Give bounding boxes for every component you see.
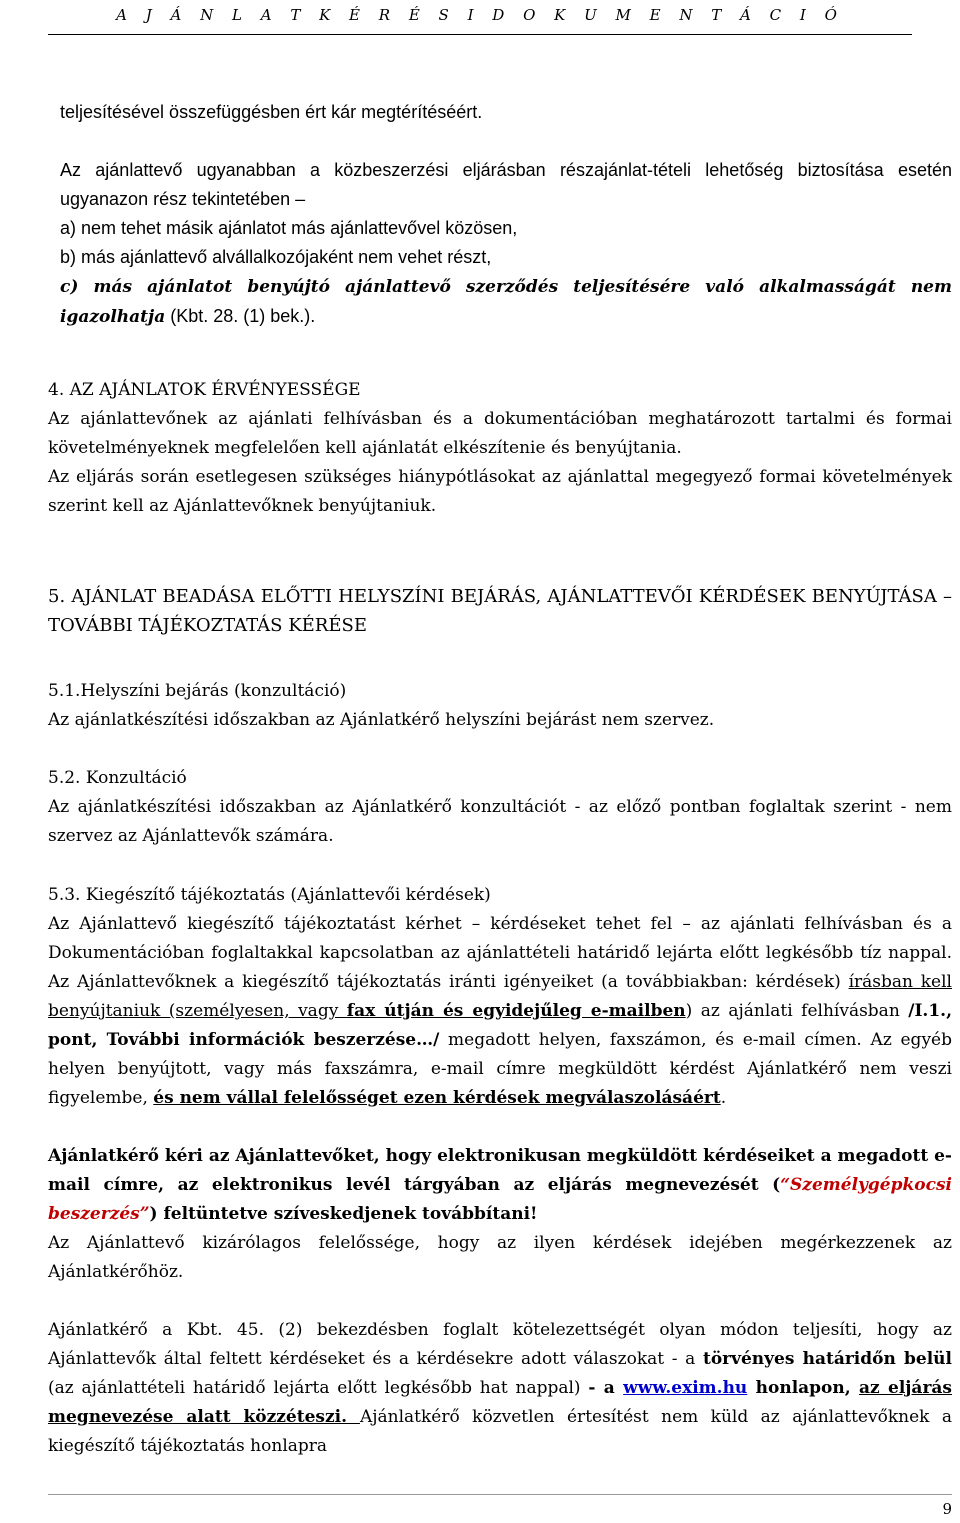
section-4-para-1: Az ajánlattevőnek az ajánlati felhívásban és a dokumentációban meghatározott tartalmi és formai követelményeknek megfelelően kell ajánlatát elkészítenie és benyújtania. [48,409,952,458]
section-5-3-para-3: Az Ajánlattevő kizárólagos felelőssége, hogy az ilyen kérdések idejében megérkezzenek az Ajánlatkérőhöz. [48,1233,952,1282]
section-5-3-para-2 [48,1142,952,1229]
item-c-ref: (Kbt. 28. (1) bek.). [165,306,316,326]
page-number: 9 [942,1500,952,1518]
text-run: . [720,1088,727,1108]
underlined-run: írásban kell benyújtaniuk (személyesen, vagy [48,972,952,1021]
intro-paragraph: Az ajánlattevő ugyanabban a közbeszerzési eljárásban részajánlat-tételi lehetőség biztosítása esetén ugyanazon rész tekintetében – [60,160,952,209]
underlined-bold-run: és nem vállal felelősséget ezen kérdések megválaszolásáért [153,1088,721,1108]
text-run: ) az ajánlati felhívásban [685,1001,909,1021]
header-rule [48,34,912,35]
bold-run: Ajánlatkérő kéri az Ajánlattevőket, hogy elektronikusan megküldött kérdéseiket a megadott e-mail címre, az elektronikus levél tárgyában az eljárás megnevezését ( [48,1146,952,1195]
text-run: (az ajánlattételi határidő lejárta előtt legkésőbb hat nappal) [48,1378,589,1398]
footer-rule [48,1494,952,1495]
procedure-name: “Személygépkocsi beszerzés” [48,1175,952,1224]
text-run: megadott helyen, faxszámon, és e-mail címen. Az egyéb helyen benyújtott, vagy más faxszámra, e-mail címre megküldött kérdést Ajánlatkérő nem veszi figyelembe, [48,1030,952,1108]
section-5-2-heading: 5.2. Konzultáció [48,768,187,788]
section-5-3 [48,881,952,1461]
text-run: Az Ajánlattevő kiegészítő tájékoztatást kérhet – kérdéseket tehet fel – az ajánlati felhívásban és a Dokumentációban foglaltakkal kapcsolatban az ajánlattételi határidő lejárta előtt legkésőbb tíz nappal. Az Ajánlattevőknek a kiegészítő tájékoztatás iránti igényeiket (a továbbiakban: kérdések) [48,914,952,992]
section-4 [48,376,952,521]
bold-run: - a [588,1378,624,1398]
text-run: Ajánlatkérő a Kbt. 45. (2) bekezdésben foglalt kötelezettségét olyan módon teljesíti, hogy az Ajánlattevők által feltett kérdéseket és a kérdésekre adott válaszokat - a [48,1320,952,1369]
bold-run: honlapon, [747,1378,859,1398]
text-run: Ajánlatkérő közvetlen értesítést nem küld az ajánlattevőknek a kiegészítő tájékoztatás honlapra [48,1407,952,1456]
intro-block [60,98,952,332]
section-4-para-2: Az eljárás során esetlegesen szükséges hiánypótlásokat az ajánlattal megegyező formai követelmények szerint kell az Ajánlattevőknek benyújtaniuk. [48,467,952,516]
item-c-italic: c) más ajánlatot benyújtó ajánlattevő szerződés teljesítésére való alkalmasságát nem igazolhatja [60,277,952,327]
underlined-bold-run: az eljárás megnevezése alatt közzéteszi. [48,1378,952,1427]
section-4-heading: 4. AZ AJÁNLATOK ÉRVÉNYESSÉGE [48,380,361,400]
section-5-3-heading: 5.3. Kiegészítő tájékoztatás (Ajánlattevői kérdések) [48,885,491,905]
intro-item-b: b) más ajánlattevő alvállalkozójaként nem vehet részt, [60,247,492,267]
section-5-1-heading: 5.1.Helyszíni bejárás (konzultáció) [48,681,347,701]
section-5-2 [48,764,952,851]
running-header: A J Á N L A T K É R É S I D O K U M E N T Á C I Ó [116,6,844,24]
bold-run: törvényes határidőn belül [702,1349,953,1369]
intro-item-a: a) nem tehet másik ajánlatot más ajánlattevővel közösen, [60,218,518,238]
section-5-3-para-4 [48,1316,952,1461]
underlined-bold-run: fax útján és egyidejűleg e-mailben [346,1001,686,1021]
bold-reference: /I.1., pont, További információk beszerzése…/ [48,1001,952,1050]
section-5-2-text: Az ajánlatkészítési időszakban az Ajánlatkérő konzultációt - az előző pontban foglaltak szerint - nem szervez az Ajánlattevők számára. [48,797,952,846]
section-5-1-text: Az ajánlatkészítési időszakban az Ajánlatkérő helyszíni bejárást nem szervez. [48,710,715,730]
section-5-3-para-1 [48,910,952,1113]
exim-website-link[interactable]: www.exim.hu [623,1378,748,1398]
section-5-1 [48,677,952,735]
section-5-heading: 5. AJÁNLAT BEADÁSA ELŐTTI HELYSZÍNI BEJÁRÁS, AJÁNLATTEVŐI KÉRDÉSEK BENYÚJTÁSA – TOVÁBBI TÁJÉKOZTATÁS KÉRÉSE [48,586,952,636]
intro-line: teljesítésével összefüggésben ért kár megtérítéséért. [60,102,483,122]
bold-run: ) feltüntetve szíveskedjenek továbbítani! [149,1204,538,1224]
intro-item-c [60,272,952,332]
